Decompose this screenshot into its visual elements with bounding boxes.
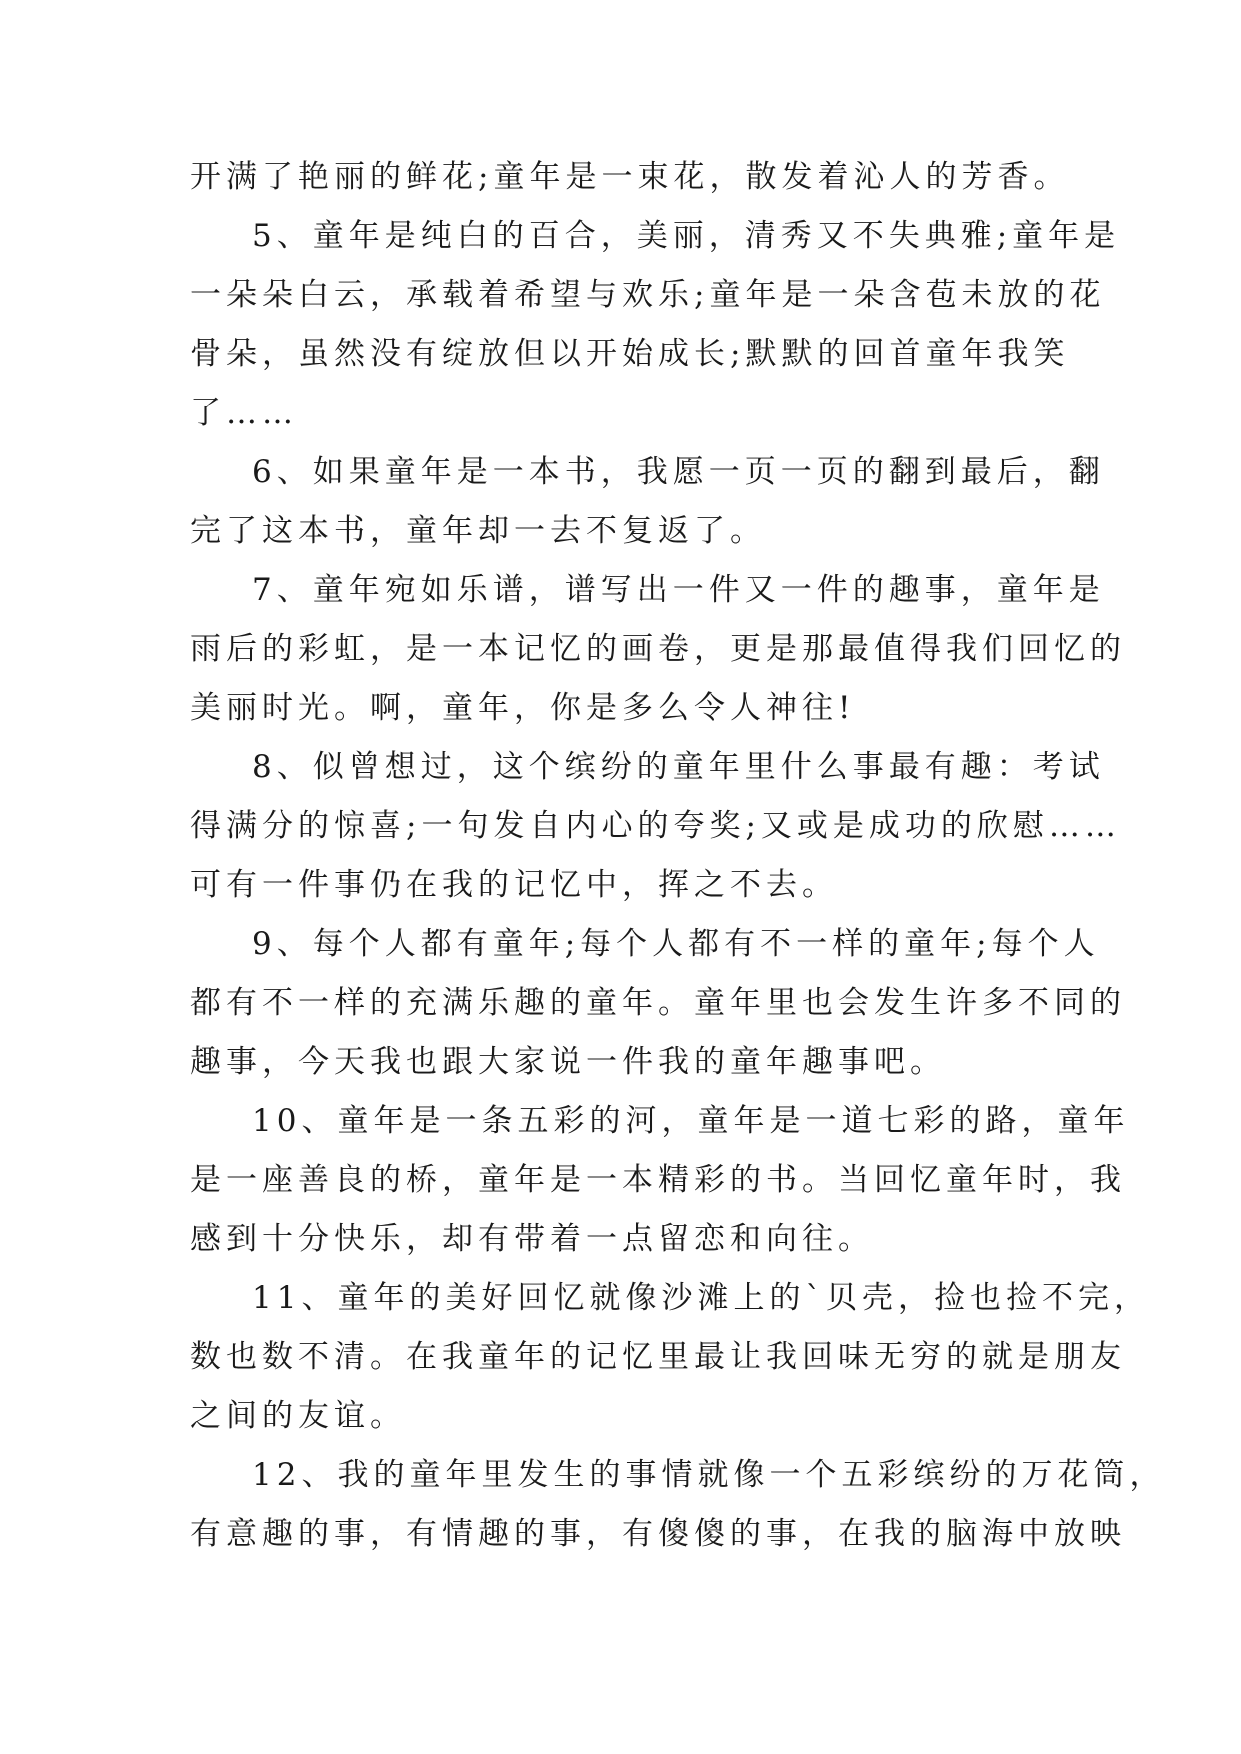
text-line: 趣事，今天我也跟大家说一件我的童年趣事吧。 bbox=[190, 1044, 946, 1080]
paragraph-8-line: 8、似曾想过，这个缤纷的童年里什么事最有趣：考试 bbox=[252, 749, 1105, 785]
text-line: 感到十分快乐，却有带着一点留恋和向往。 bbox=[190, 1221, 874, 1257]
text-line: 都有不一样的充满乐趣的童年。童年里也会发生许多不同的 bbox=[190, 985, 1126, 1021]
text-line: 了…… bbox=[190, 395, 298, 431]
text-line: 是一座善良的桥，童年是一本精彩的书。当回忆童年时，我 bbox=[190, 1162, 1126, 1198]
text-line: 一朵朵白云，承载着希望与欢乐;童年是一朵含苞未放的花 bbox=[190, 277, 1106, 313]
text-line: 美丽时光。啊，童年，你是多么令人神往! bbox=[190, 690, 856, 726]
text-line: 骨朵，虽然没有绽放但以开始成长;默默的回首童年我笑 bbox=[190, 336, 1070, 372]
paragraph-6-line: 6、如果童年是一本书，我愿一页一页的翻到最后，翻 bbox=[252, 454, 1105, 490]
text-line: 之间的友谊。 bbox=[190, 1398, 406, 1434]
paragraph-10-line: 10、童年是一条五彩的河，童年是一道七彩的路，童年 bbox=[252, 1103, 1130, 1139]
text-line: 有意趣的事，有情趣的事，有傻傻的事，在我的脑海中放映 bbox=[190, 1516, 1126, 1552]
text-line: 可有一件事仍在我的记忆中，挥之不去。 bbox=[190, 867, 838, 903]
text-line: 得满分的惊喜;一句发自内心的夸奖;又或是成功的欣慰…… bbox=[190, 808, 1121, 844]
text-line: 数也数不清。在我童年的记忆里最让我回味无穷的就是朋友 bbox=[190, 1339, 1126, 1375]
paragraph-12-line: 12、我的童年里发生的事情就像一个五彩缤纷的万花筒， bbox=[252, 1457, 1166, 1493]
text-line: 开满了艳丽的鲜花;童年是一束花，散发着沁人的芳香。 bbox=[190, 159, 1070, 195]
paragraph-11-line: 11、童年的美好回忆就像沙滩上的`贝壳，捡也捡不完， bbox=[252, 1280, 1150, 1316]
paragraph-7-line: 7、童年宛如乐谱，谱写出一件又一件的趣事，童年是 bbox=[252, 572, 1105, 608]
document-page bbox=[190, 148, 1166, 1564]
paragraph-9-line: 9、每个人都有童年;每个人都有不一样的童年;每个人 bbox=[252, 926, 1100, 962]
text-line: 完了这本书，童年却一去不复返了。 bbox=[190, 513, 766, 549]
text-line: 雨后的彩虹，是一本记忆的画卷，更是那最值得我们回忆的 bbox=[190, 631, 1126, 667]
paragraph-5-line: 5、童年是纯白的百合，美丽，清秀又不失典雅;童年是 bbox=[252, 218, 1121, 254]
